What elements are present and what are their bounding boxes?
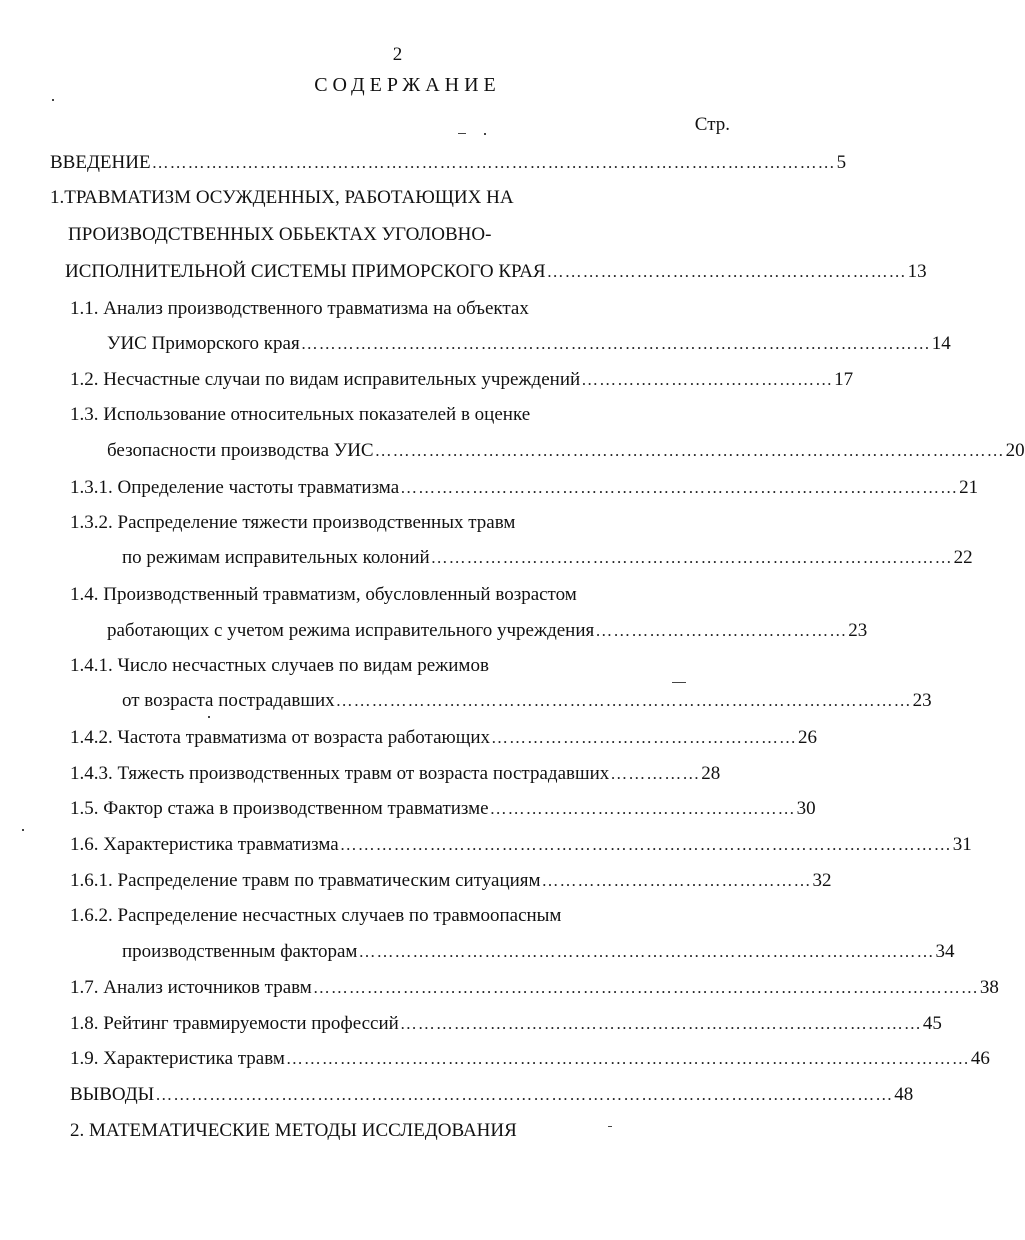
toc-entry-text: ВЫВОДЫ	[70, 1084, 155, 1105]
scan-speck	[208, 716, 210, 718]
toc-entry-page: 45	[922, 1013, 942, 1034]
leader-dots: ……………………………………	[595, 621, 848, 640]
toc-entry-page: 30	[796, 798, 816, 819]
toc-entry-text: производственным факторам	[122, 941, 358, 962]
toc-entry-text: 1.7. Анализ источников травм	[70, 977, 312, 998]
toc-entry-text: безопасности производства УИС	[107, 440, 374, 461]
toc-entry-page: 28	[701, 763, 721, 784]
toc-entry-page: 23	[848, 620, 868, 641]
toc-entry: ПРОИЗВОДСТВЕННЫХ ОБЬЕКТАХ УГОЛОВНО-	[68, 224, 492, 245]
toc-entry-page: 22	[953, 547, 973, 568]
toc-entry: 1.1. Анализ производственного травматизма на объектах	[70, 298, 529, 319]
toc-entry-text: 1.3.1. Определение частоты травматизма	[70, 477, 400, 498]
toc-entry	[65, 261, 927, 283]
toc-entry-text: 1.4.3. Тяжесть производственных травм от возраста пострадавших	[70, 763, 610, 784]
scan-speck	[608, 1126, 612, 1127]
toc-entry: 1.3.2. Распределение тяжести производственных травм	[70, 512, 516, 533]
toc-entry-text: 1.9. Характеристика травм	[70, 1048, 285, 1069]
toc-entry	[107, 333, 951, 355]
toc-entry-page: 23	[912, 690, 932, 711]
toc-entry-page: 48	[894, 1084, 914, 1105]
leader-dots: …………………………………………………………………………………………	[339, 835, 952, 854]
toc-entry	[70, 870, 832, 892]
toc-entry	[70, 1048, 990, 1070]
toc-entry-text: 1.6. Характеристика травматизма	[70, 834, 339, 855]
toc-entry: 1.3. Использование относительных показателей в оценке	[70, 404, 531, 425]
leader-dots: ……………………………………………………	[546, 262, 907, 281]
toc-entry: 1.6.2. Распределение несчастных случаев по травмоопасным	[70, 905, 562, 926]
toc-entry	[70, 1013, 942, 1035]
page-title: СОДЕРЖАНИЕ	[314, 74, 501, 96]
leader-dots: ……………………………………………………………………………………………………	[151, 153, 836, 172]
toc-entry	[50, 152, 847, 174]
toc-entry	[122, 547, 973, 569]
page-column-label: Стр.	[694, 114, 730, 135]
toc-entry-text: 1.4.2. Частота травматизма от возраста работающих	[70, 727, 491, 748]
toc-entry-page: 13	[907, 261, 927, 282]
toc-entry-text: 1.6.1. Распределение травм по травматическим ситуациям	[70, 870, 541, 891]
toc-entry-page: 34	[935, 941, 955, 962]
toc-entry-page: 20	[1005, 440, 1025, 461]
toc-entry-page: 38	[979, 977, 999, 998]
leader-dots: ……………………………………	[581, 370, 834, 389]
toc-entry	[70, 369, 854, 391]
leader-dots: ……………………………………………………………………………………………………	[285, 1049, 970, 1068]
leader-dots: …………………………………………………………………………………………………	[312, 978, 979, 997]
toc-entry	[122, 941, 955, 963]
leader-dots: ……………………………………………………………………………………………	[300, 334, 931, 353]
toc-entry-page: 21	[959, 477, 979, 498]
toc-entry: 2. МАТЕМАТИЧЕСКИЕ МЕТОДЫ ИССЛЕДОВАНИЯ	[70, 1120, 517, 1141]
page-number: 2	[392, 44, 403, 65]
scan-speck	[22, 829, 24, 831]
scan-speck	[672, 682, 686, 683]
toc-entry-page: 14	[931, 333, 951, 354]
toc-entry	[70, 763, 721, 785]
toc-entry-text: по режимам исправительных колоний	[122, 547, 430, 568]
toc-entry-page: 31	[952, 834, 972, 855]
leader-dots: ……………………………………………………………………………………………	[374, 441, 1005, 460]
leader-dots: ……………………………………………………………………………	[399, 1014, 922, 1033]
leader-dots: ……………………………………………………………………………	[430, 548, 953, 567]
toc-entry-text: 1.2. Несчастные случаи по видам исправительных учреждений	[70, 369, 581, 390]
toc-entry-page: 17	[834, 369, 854, 390]
toc-entry	[70, 727, 818, 749]
toc-entry-page: 26	[798, 727, 818, 748]
toc-entry-text: ИСПОЛНИТЕЛЬНОЙ СИСТЕМЫ ПРИМОРСКОГО КРАЯ	[65, 261, 546, 282]
toc-entry-page: 32	[812, 870, 832, 891]
toc-entry-text: от возраста пострадавших	[122, 690, 335, 711]
leader-dots: …………………………………………………………………………………	[400, 478, 959, 497]
scan-speck	[458, 133, 466, 134]
toc-entry	[70, 477, 979, 499]
toc-entry-text: 1.8. Рейтинг травмируемости профессий	[70, 1013, 399, 1034]
scan-speck	[52, 99, 54, 101]
toc-entry-page: 5	[836, 152, 847, 173]
leader-dots: ……………………………………………………………………………………………………………	[155, 1085, 894, 1104]
leader-dots: ……………	[610, 764, 701, 783]
toc-entry: 1.4. Производственный травматизм, обусловленный возрастом	[70, 584, 577, 605]
toc-entry: 1.4.1. Число несчастных случаев по видам режимов	[70, 655, 489, 676]
toc-entry	[122, 690, 932, 712]
toc-entry-text: 1.5. Фактор стажа в производственном травматизме	[70, 798, 489, 819]
leader-dots: ……………………………………………………………………………………	[335, 691, 912, 710]
toc-entry	[107, 440, 1025, 462]
toc-entry	[70, 1084, 914, 1106]
leader-dots: ……………………………………………	[489, 799, 796, 818]
toc-entry	[107, 620, 868, 642]
toc-entry	[70, 834, 972, 856]
toc-entry	[70, 798, 816, 820]
toc-entry-page: 46	[970, 1048, 990, 1069]
leader-dots: ……………………………………………………………………………………	[358, 942, 935, 961]
scan-speck	[484, 133, 486, 135]
leader-dots: ……………………………………………	[491, 728, 798, 747]
toc-entry	[70, 977, 999, 999]
toc-entry-text: работающих с учетом режима исправительного учреждения	[107, 620, 595, 641]
toc-entry: 1.ТРАВМАТИЗМ ОСУЖДЕННЫХ, РАБОТАЮЩИХ НА	[50, 187, 514, 208]
toc-entry-text: ВВЕДЕНИЕ	[50, 152, 151, 173]
toc-entry-text: УИС Приморского края	[107, 333, 300, 354]
leader-dots: ………………………………………	[541, 871, 812, 890]
